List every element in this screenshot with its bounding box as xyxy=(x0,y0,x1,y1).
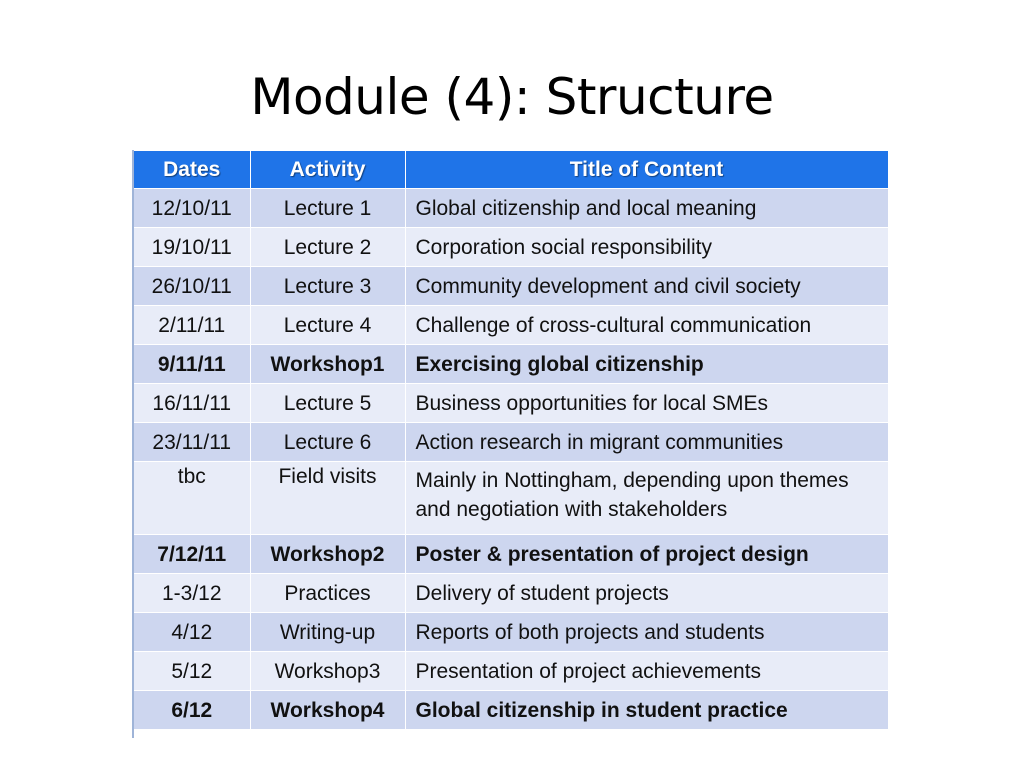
cell-activity: Lecture 3 xyxy=(250,267,405,306)
cell-title: Global citizenship and local meaning xyxy=(405,189,888,228)
cell-activity: Lecture 2 xyxy=(250,228,405,267)
cell-title: Business opportunities for local SMEs xyxy=(405,384,888,423)
cell-title: Mainly in Nottingham, depending upon themes and negotiation with stakeholders xyxy=(405,462,888,535)
table-row xyxy=(134,189,888,228)
cell-title: Presentation of project achievements xyxy=(405,652,888,691)
table-row xyxy=(134,652,888,691)
table-row xyxy=(134,462,888,535)
table-row xyxy=(134,345,888,384)
cell-activity: Field visits xyxy=(250,462,405,535)
cell-date: 1-3/12 xyxy=(134,574,250,613)
slide-title: Module (4): Structure xyxy=(250,68,774,126)
cell-title: Global citizenship in student practice xyxy=(405,691,888,730)
cell-date: 5/12 xyxy=(134,652,250,691)
cell-activity: Workshop3 xyxy=(250,652,405,691)
cell-date: 26/10/11 xyxy=(134,267,250,306)
cell-activity: Lecture 6 xyxy=(250,423,405,462)
table-row xyxy=(134,613,888,652)
cell-activity: Writing-up xyxy=(250,613,405,652)
cell-title: Action research in migrant communities xyxy=(405,423,888,462)
header-title-of-content: Title of Content xyxy=(405,151,888,189)
header-activity: Activity xyxy=(250,151,405,189)
cell-activity: Workshop2 xyxy=(250,535,405,574)
table-row xyxy=(134,691,888,730)
table-row xyxy=(134,228,888,267)
cell-date: 4/12 xyxy=(134,613,250,652)
cell-title: Poster & presentation of project design xyxy=(405,535,888,574)
header-dates: Dates xyxy=(134,151,250,189)
table-row xyxy=(134,267,888,306)
cell-date: 19/10/11 xyxy=(134,228,250,267)
cell-title: Reports of both projects and students xyxy=(405,613,888,652)
cell-activity: Workshop4 xyxy=(250,691,405,730)
cell-date: tbc xyxy=(134,462,250,535)
cell-date: 6/12 xyxy=(134,691,250,730)
table-row xyxy=(134,306,888,345)
cell-activity: Lecture 1 xyxy=(250,189,405,228)
cell-date: 12/10/11 xyxy=(134,189,250,228)
cell-title: Delivery of student projects xyxy=(405,574,888,613)
cell-date: 16/11/11 xyxy=(134,384,250,423)
cell-activity: Practices xyxy=(250,574,405,613)
cell-title: Corporation social responsibility xyxy=(405,228,888,267)
table-row xyxy=(134,535,888,574)
cell-date: 2/11/11 xyxy=(134,306,250,345)
cell-title: Challenge of cross-cultural communication xyxy=(405,306,888,345)
cell-date: 23/11/11 xyxy=(134,423,250,462)
cell-activity: Lecture 4 xyxy=(250,306,405,345)
cell-date: 7/12/11 xyxy=(134,535,250,574)
cell-date: 9/11/11 xyxy=(134,345,250,384)
cell-activity: Lecture 5 xyxy=(250,384,405,423)
header-row xyxy=(134,151,888,189)
cell-title: Community development and civil society xyxy=(405,267,888,306)
table-row xyxy=(134,574,888,613)
cell-title: Exercising global citizenship xyxy=(405,345,888,384)
cell-activity: Workshop1 xyxy=(250,345,405,384)
table-row xyxy=(134,384,888,423)
schedule-table xyxy=(134,151,889,729)
table-row xyxy=(134,423,888,462)
